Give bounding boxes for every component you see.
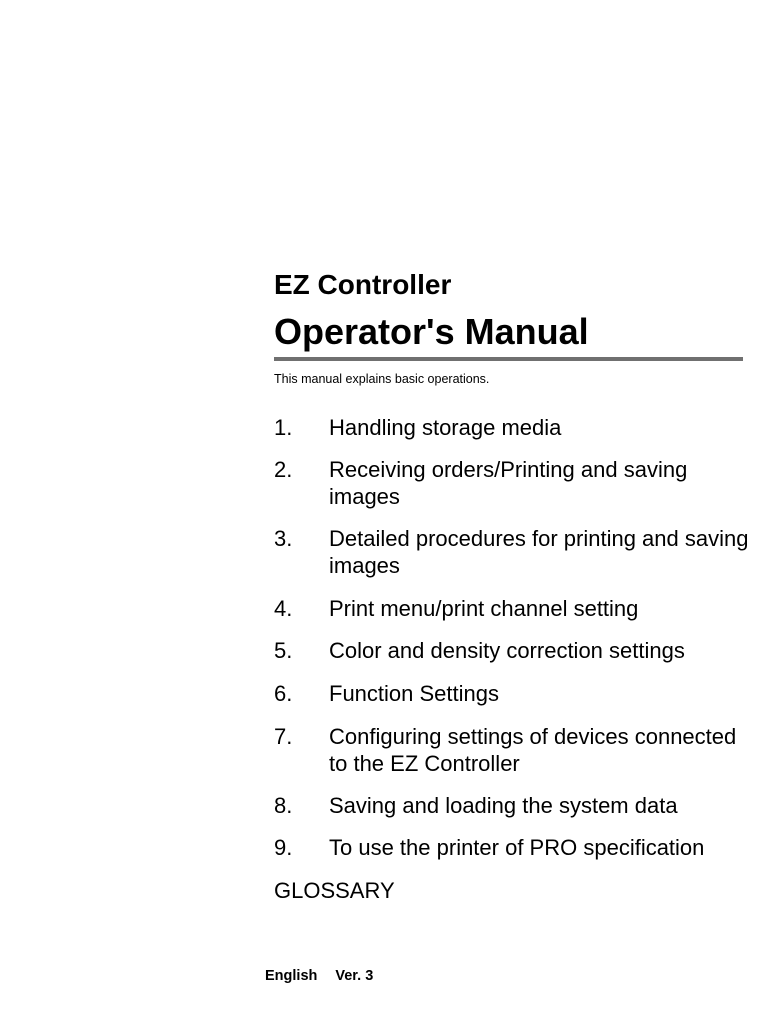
toc-item-number: 2. [274,457,293,482]
toc-item-number: 4. [274,596,293,621]
toc-item-text: Saving and loading the system data [329,793,678,818]
manual-title: Operator's Manual [274,311,589,352]
toc-item-text: Handling storage media [329,415,562,440]
footer [265,966,373,986]
toc-item-number: 7. [274,724,293,749]
toc-item-number: 1. [274,415,293,440]
toc-item-text: Print menu/print channel setting [329,596,639,621]
title-divider [274,357,743,361]
version-label: Ver. 3 [335,968,374,984]
intro-text: This manual explains basic operations. [274,372,490,386]
toc-item-number: 8. [274,793,293,818]
toc-item-text: Receiving orders/Printing and saving images [329,457,688,509]
toc-item-number: 5. [274,638,293,663]
language-label: English [265,968,318,984]
toc-item-number: 6. [274,681,293,706]
toc-item-text: Function Settings [329,681,499,706]
toc-item-text: To use the printer of PRO specification [329,835,705,860]
toc-item-text: Detailed procedures for printing and saving images [329,526,749,578]
toc-item-text: Configuring settings of devices connected to the EZ Controller [329,724,737,776]
toc-item-text: Color and density correction settings [329,638,685,663]
glossary-heading: GLOSSARY [274,878,395,903]
toc-item-number: 9. [274,835,293,860]
toc-item-number: 3. [274,526,293,551]
product-name: EZ Controller [274,269,452,300]
